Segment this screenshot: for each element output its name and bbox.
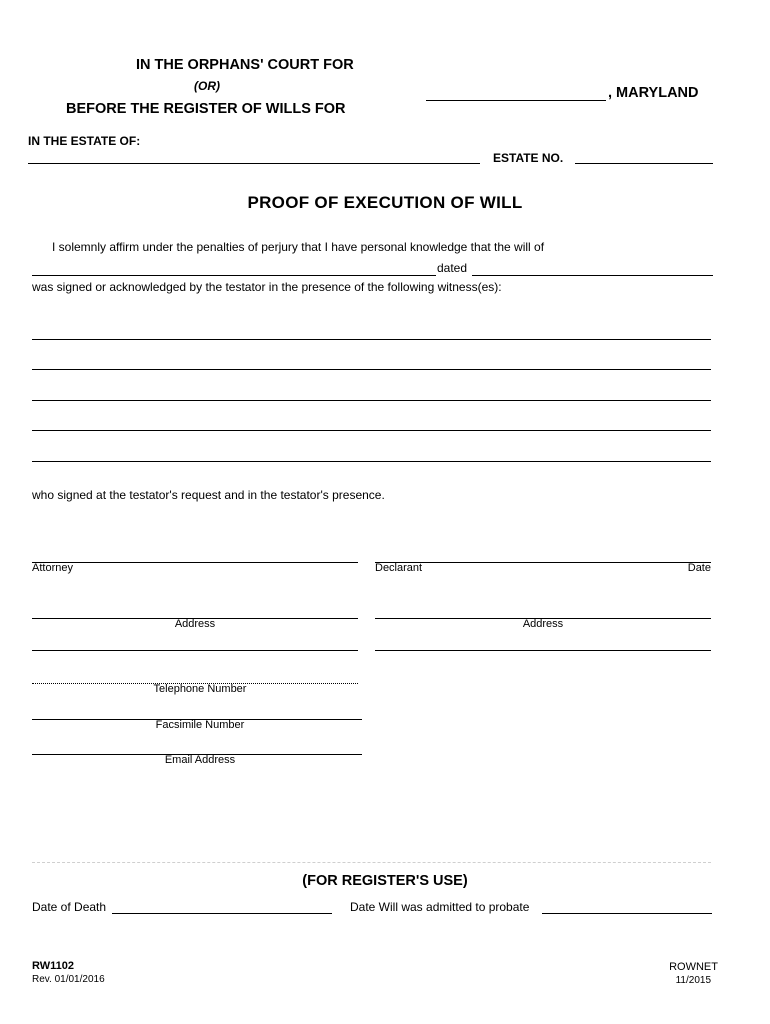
attorney-address-field-2[interactable] [32,650,358,651]
attorney-label: Attorney [32,562,73,574]
declarant-address-label: Address [522,618,564,630]
date-label: Date [687,562,711,574]
rownet-label: ROWNET [669,961,718,973]
testator-name-field[interactable] [32,275,436,276]
register-use-heading: (FOR REGISTER'S USE) [302,873,468,889]
telephone-label: Telephone Number [153,683,247,695]
county-field[interactable] [426,100,606,101]
estate-name-field[interactable] [28,163,480,164]
separator-dashed-line [32,862,711,863]
date-of-death-field[interactable] [112,913,332,914]
witness-line-5[interactable] [32,461,711,462]
or-label: (OR) [194,79,220,93]
date-admitted-label: Date Will was admitted to probate [350,900,530,914]
declarant-signature-field[interactable] [375,562,711,563]
witness-line-3[interactable] [32,400,711,401]
who-signed-statement: who signed at the testator's request and in the testator's presence. [32,488,385,502]
witness-line-1[interactable] [32,339,711,340]
estate-no-label: ESTATE NO. [493,151,564,165]
declarant-label: Declarant [375,562,423,574]
register-heading: BEFORE THE REGISTER OF WILLS FOR [66,101,346,117]
date-admitted-field[interactable] [542,913,712,914]
court-heading: IN THE ORPHANS' COURT FOR [136,57,354,73]
estate-no-field[interactable] [575,163,713,164]
declarant-address-field-2[interactable] [375,650,711,651]
date-of-death-label: Date of Death [32,900,107,914]
dated-label: dated [437,261,468,275]
revision-date: Rev. 01/01/2016 [32,974,105,985]
facsimile-label: Facsimile Number [155,719,245,731]
attorney-signature-field[interactable] [32,562,358,563]
affirmation-text: I solemnly affirm under the penalties of perjury that I have personal knowledge that the will of [52,240,545,254]
email-label: Email Address [164,754,236,766]
witness-line-2[interactable] [32,369,711,370]
rownet-date: 11/2015 [675,975,711,986]
document-title: PROOF OF EXECUTION OF WILL [247,193,523,212]
signed-statement: was signed or acknowledged by the testator in the presence of the following witness(es): [32,280,502,294]
will-date-field[interactable] [472,275,713,276]
maryland-label: , MARYLAND [608,85,699,101]
attorney-address-label: Address [174,618,216,630]
estate-of-label: IN THE ESTATE OF: [28,134,141,148]
form-id: RW1102 [32,960,74,972]
witness-line-4[interactable] [32,430,711,431]
